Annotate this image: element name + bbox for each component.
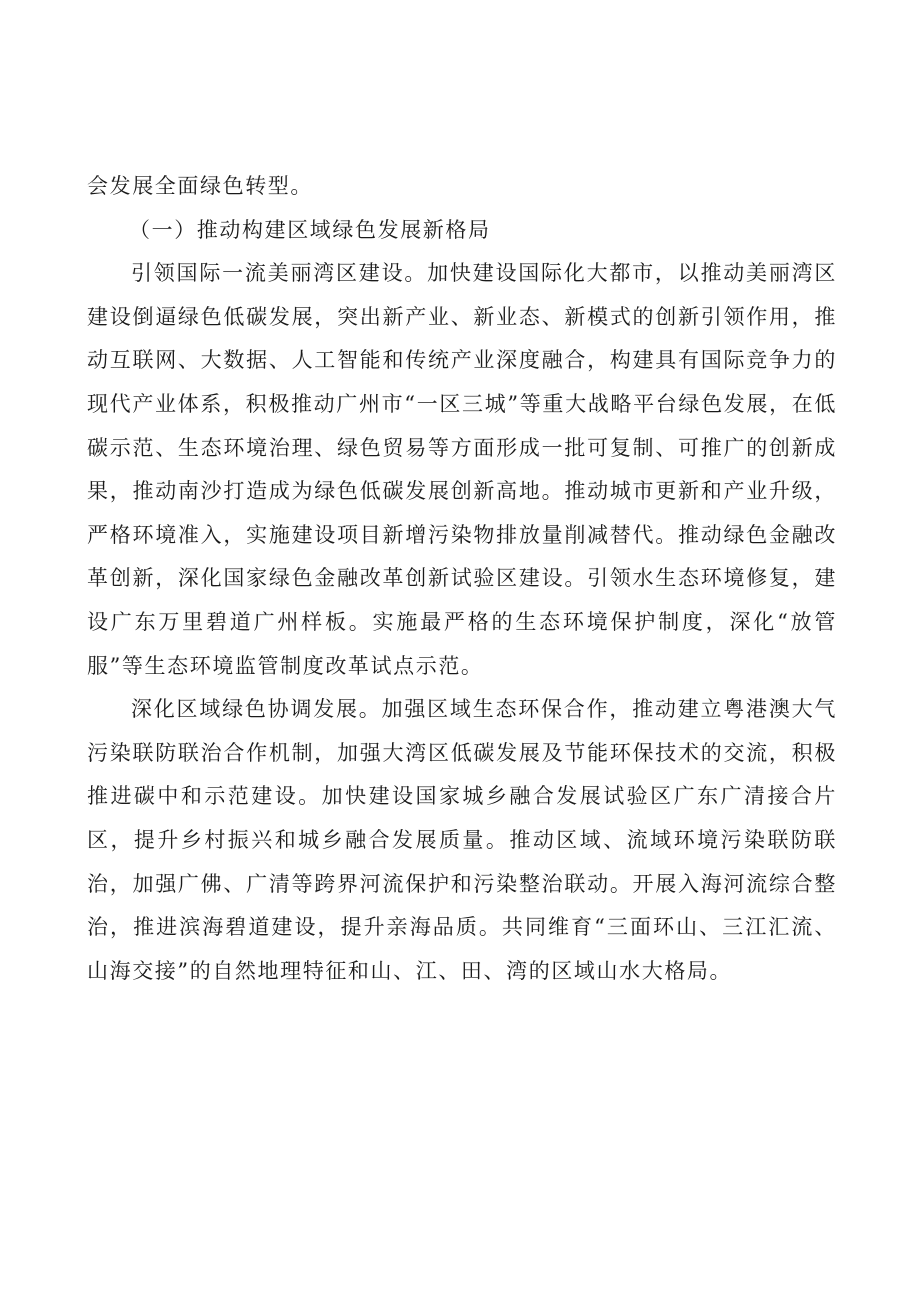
section-heading: （一）推动构建区域绿色发展新格局	[129, 217, 491, 242]
paragraph-beautiful-bay-area: 引领国际一流美丽湾区建设。加快建设国际化大都市，以推动美丽湾区建设倒逼绿色低碳发展，突出新产业、新业态、新模式的创新引领作用，推动互联网、大数据、人工智能和传统产业深度融合，构建具有国际竞争力的现代产业体系，积极推动广州市“一区三城”等重大战略平台绿色发展，在低碳示范、生态环境治理、绿色贸易等方面形成一批可复制、可推广的创新成果，推动南沙打造成为绿色低碳发展创新高地。推动城市更新和产业升级，严格环境准入，实施建设项目新增污染物排放量削减替代。推动绿色金融改革创新，深化国家绿色金融改革创新试验区建设。引领水生态环境修复，建设广东万里碧道广州样板。实施最严格的生态环境保护制度，深化“放管服”等生态环境监管制度改革试点示范。	[87, 261, 837, 678]
paragraph-regional-coordination: 深化区域绿色协调发展。加强区域生态环保合作，推动建立粤港澳大气污染联防联治合作机制，加强大湾区低碳发展及节能环保技术的交流，积极推进碳中和示范建设。加快建设国家城乡融合发展试验区广东广清接合片区，提升乡村振兴和城乡融合发展质量。推动区域、流域环境污染联防联治，加强广佛、广清等跨界河流保护和污染整治联动。开展入海河流综合整治，推进滨海碧道建设，提升亲海品质。共同维育“三面环山、三江汇流、山海交接”的自然地理特征和山、江、田、湾的区域山水大格局。	[87, 697, 837, 983]
paragraph-continuation: 会发展全面绿色转型。	[87, 174, 313, 198]
document-body	[87, 165, 837, 993]
